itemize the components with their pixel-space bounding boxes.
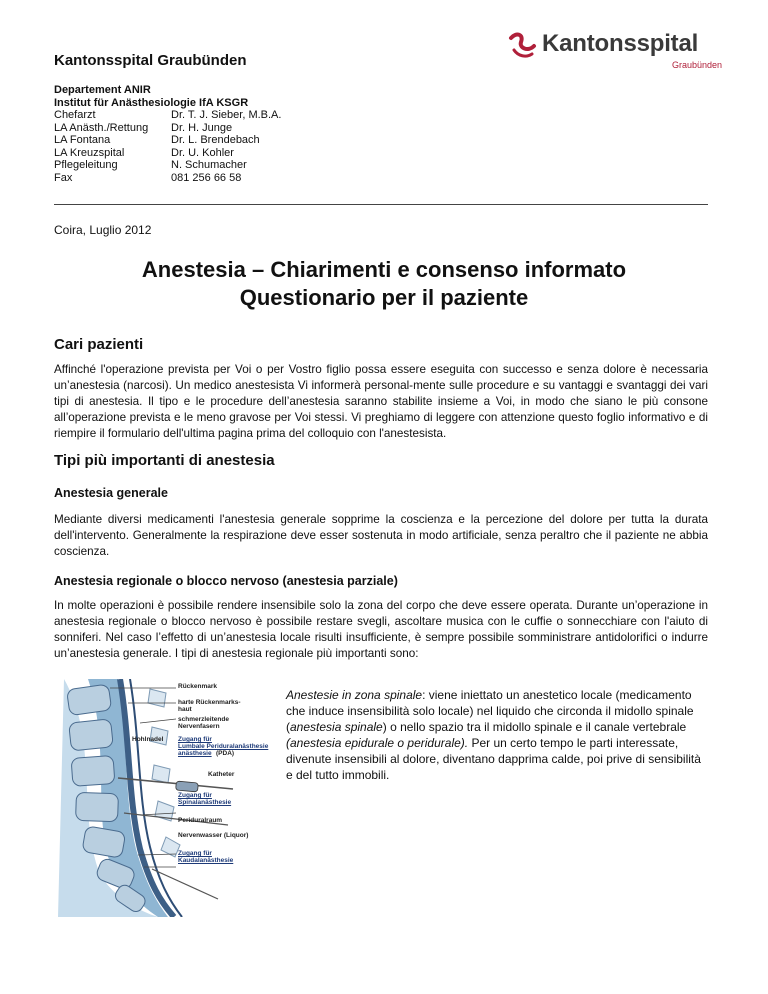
staff-role: LA Anästh./Rettung bbox=[54, 121, 149, 134]
spine-illustration bbox=[58, 679, 273, 917]
staff-role: Pflegeleitung bbox=[54, 159, 118, 171]
spinal-text-c: Per un certo tempo le parti interessate, divenute insensibili al dolore, diventano dapprima calde, poi prive di sensibilità e del tutto immobili. bbox=[286, 736, 701, 782]
page-title: Anestesia – Chiarimenti e consenso informato bbox=[141, 257, 627, 282]
label-pda: (PDA) bbox=[216, 750, 235, 757]
regional-anesthesia-paragraph: In molte operazioni è possibile rendere insensibile solo la zona del corpo che deve essere operata. Durante un’operazione in anestesia regionale o blocco nervoso è possibile restare svegli, ascoltare musica con le cuffie o sonnecchiare con l'aiuto di sonniferi. Nel caso l’effetto di un’anestesia locale risulti insufficiente, è sempre possibile somministrare antidolorifici o indurre un’anestesia generale. I tipi di anestesia regionale più importanti sono: bbox=[54, 599, 708, 660]
label-schmerz-1: schmerzleitende bbox=[178, 716, 229, 723]
label-zugang-pda-1: Zugang für bbox=[178, 736, 212, 743]
greeting-heading: Cari pazienti bbox=[54, 336, 144, 353]
spine-anatomy-figure bbox=[58, 679, 273, 917]
staff-name: N. Schumacher bbox=[171, 159, 247, 171]
staff-role: LA Fontana bbox=[54, 134, 111, 146]
staff-role: Fax bbox=[54, 171, 73, 184]
department-block bbox=[54, 84, 281, 184]
regional-anesthesia-heading: Anestesia regionale o blocco nervoso (anestesia parziale) bbox=[54, 574, 398, 588]
label-zugang-spinal-2: Spinalanästhesie bbox=[178, 799, 232, 806]
staff-row bbox=[54, 134, 281, 147]
label-katheter: Katheter bbox=[208, 771, 235, 778]
types-heading: Tipi più importanti di anestesia bbox=[54, 452, 275, 469]
institute-name: Institut für Anästhesiologie IfA KSGR bbox=[54, 96, 249, 109]
label-harte-1: harte Rückenmarks- bbox=[178, 699, 241, 706]
staff-role: LA Kreuzspital bbox=[54, 146, 125, 159]
staff-row bbox=[54, 172, 281, 185]
hospital-logo bbox=[508, 28, 728, 76]
label-nervenwasser: Nervenwasser (Liquor) bbox=[178, 832, 249, 839]
staff-row bbox=[54, 159, 281, 172]
staff-name: Dr. H. Junge bbox=[171, 121, 233, 134]
spinal-anesthesia-text bbox=[286, 687, 710, 783]
department-name: Departement ANIR bbox=[54, 84, 151, 96]
label-zugang-spinal-1: Zugang für bbox=[178, 792, 212, 799]
spinal-term: Anestesie in zona spinale bbox=[286, 688, 423, 702]
label-schmerz-2: Nervenfasern bbox=[178, 723, 220, 730]
staff-row bbox=[54, 109, 281, 122]
general-anesthesia-heading: Anestesia generale bbox=[54, 486, 168, 500]
label-periduralraum: Periduralraum bbox=[178, 817, 223, 824]
spinal-term-2: anestesia spinale bbox=[290, 720, 383, 734]
label-zugang-kaudal-1: Zugang für bbox=[178, 850, 212, 857]
staff-row bbox=[54, 147, 281, 160]
header-divider bbox=[54, 204, 708, 205]
label-hohlnadel: Hohlnadel bbox=[132, 736, 164, 743]
staff-name: 081 256 66 58 bbox=[171, 171, 242, 184]
staff-role: Chefarzt bbox=[54, 109, 96, 121]
label-rueckenmark: Rückenmark bbox=[178, 683, 218, 690]
label-harte-2: haut bbox=[178, 706, 192, 713]
staff-name: Dr. U. Kohler bbox=[171, 146, 234, 159]
label-zugang-pda-2: Lumbale Periduralanästhesie bbox=[178, 743, 269, 750]
staff-row bbox=[54, 122, 281, 135]
label-zugang-kaudal-2: Kaudalanästhesie bbox=[178, 857, 234, 864]
spinal-term-3: (anestesia epidurale o peridurale). bbox=[286, 736, 469, 750]
date-line: Coira, Luglio 2012 bbox=[54, 223, 152, 237]
greeting-paragraph: Affinché l'operazione prevista per Voi o per Vostro figlio possa essere eseguita con successo e senza dolore è necessaria un’anestesia (narcosi). Un medico anestesista Vi informerà personal-mente sulle procedure e su vantaggi e svantaggi dei vari tipi di anestesia. Il tipo e le procedure dell’anestesia saranno stabilite insieme a Voi, in modo che siano le più consone all’operazione prevista e le meno gravose per Voi stessi. Vi preghiamo di leggere con attenzione questo foglio informativo e di riempire il formulario dell'ultima pagina prima del colloquio con l'anestesista. bbox=[54, 363, 708, 440]
spinal-text-a: : viene iniettato un anestetico locale (medicamento che induce insensibilità solo locale) nel liquido che circonda il midollo spinale ( bbox=[286, 688, 694, 734]
logo-wordmark: Kantonsspital bbox=[542, 30, 699, 57]
page-subtitle: Questionario per il paziente bbox=[239, 285, 529, 310]
swirl-logo-icon bbox=[508, 30, 538, 60]
logo-subtitle: Graubünden bbox=[671, 60, 722, 70]
spinal-text-b: ) o nello spazio tra il midollo spinale e il canale vertebrale bbox=[382, 720, 687, 734]
staff-name: Dr. L. Brendebach bbox=[171, 134, 260, 146]
label-zugang-pda-3: anästhesie bbox=[178, 750, 212, 757]
staff-name: Dr. T. J. Sieber, M.B.A. bbox=[171, 109, 282, 121]
hospital-name: Kantonsspital Graubünden bbox=[54, 52, 247, 69]
general-anesthesia-paragraph: Mediante diversi medicamenti l'anestesia generale sopprime la coscienza e la percezione del dolore per tutta la durata dell'intervento. Generalmente la respirazione deve esser sostenuta in modo artificiale, senza peraltro che il paziente ne abbia coscienza. bbox=[54, 513, 708, 558]
